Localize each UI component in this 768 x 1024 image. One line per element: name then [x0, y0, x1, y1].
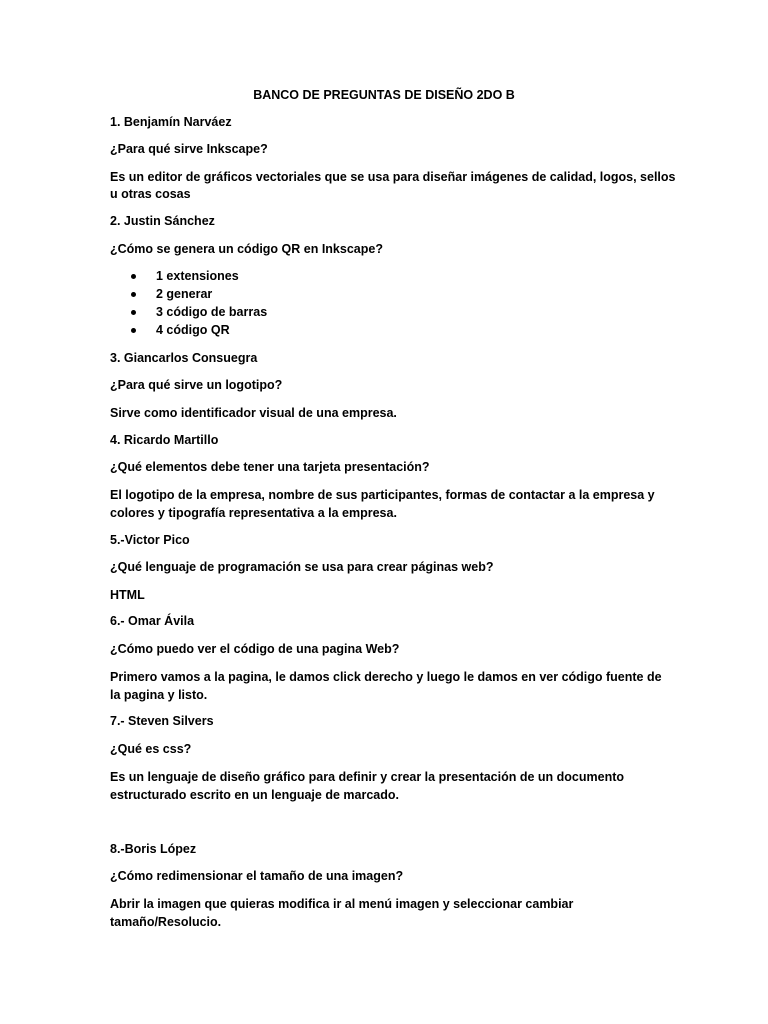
bullet-icon — [131, 328, 136, 333]
q4-answer-line1: El logotipo de la empresa, nombre de sus participantes, formas de contactar a la empresa y — [110, 488, 655, 502]
q6-question: ¿Cómo puedo ver el código de una pagina Web? — [110, 642, 400, 656]
q5-answer-line1: HTML — [110, 588, 145, 602]
q4-author: 4. Ricardo Martillo — [110, 433, 219, 447]
bullet-icon — [131, 274, 136, 279]
q6-author: 6.- Omar Ávila — [110, 614, 195, 628]
list-item-text: 2 generar — [156, 287, 213, 301]
q6-answer-line2: la pagina y listo. — [110, 688, 208, 702]
q8-question: ¿Cómo redimensionar el tamaño de una imagen? — [110, 869, 404, 883]
q6-answer-line1: Primero vamos a la pagina, le damos click derecho y luego le damos en ver código fuente de — [110, 670, 662, 684]
document-title: BANCO DE PREGUNTAS DE DISEÑO 2DO B — [253, 88, 515, 102]
q1-author: 1. Benjamín Narváez — [110, 115, 232, 129]
q2-question: ¿Cómo se genera un código QR en Inkscape? — [110, 242, 383, 256]
q3-question: ¿Para qué sirve un logotipo? — [110, 378, 283, 392]
list-item-text: 4 código QR — [156, 323, 230, 337]
q3-answer-line1: Sirve como identificador visual de una empresa. — [110, 406, 397, 420]
q4-answer-line2: colores y tipografía representativa a la empresa. — [110, 506, 397, 520]
q1-answer-line2: u otras cosas — [110, 187, 191, 201]
q7-question: ¿Qué es css? — [110, 742, 192, 756]
list-item-text: 1 extensiones — [156, 269, 239, 283]
list-item-text: 3 código de barras — [156, 305, 268, 319]
q5-author: 5.-Victor Pico — [110, 533, 190, 547]
q1-answer-line1: Es un editor de gráficos vectoriales que se usa para diseñar imágenes de calidad, logos, sellos — [110, 170, 676, 184]
q4-question: ¿Qué elementos debe tener una tarjeta presentación? — [110, 460, 430, 474]
q7-answer-line2: estructurado escrito en un lenguaje de marcado. — [110, 788, 399, 802]
q7-answer-line1: Es un lenguaje de diseño gráfico para definir y crear la presentación de un documento — [110, 770, 625, 784]
q2-author: 2. Justin Sánchez — [110, 214, 215, 228]
q8-author: 8.-Boris López — [110, 842, 197, 856]
bullet-icon — [131, 310, 136, 315]
q7-author: 7.- Steven Silvers — [110, 714, 214, 728]
q3-author: 3. Giancarlos Consuegra — [110, 351, 258, 365]
q8-answer-line1: Abrir la imagen que quieras modifica ir al menú imagen y seleccionar cambiar — [110, 897, 574, 911]
q5-question: ¿Qué lenguaje de programación se usa para crear páginas web? — [110, 560, 494, 574]
bullet-icon — [131, 292, 136, 297]
q8-answer-line2: tamaño/Resolucio. — [110, 915, 222, 929]
q1-question: ¿Para qué sirve Inkscape? — [110, 142, 268, 156]
